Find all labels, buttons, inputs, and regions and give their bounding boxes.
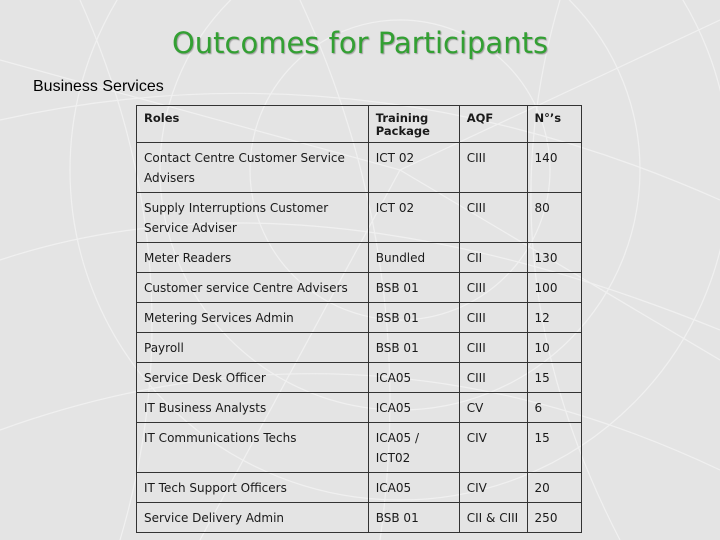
package-cell: BSB 01 [368, 503, 459, 533]
count-cell: 15 [527, 423, 581, 473]
table-row [137, 273, 582, 303]
package-cell: BSB 01 [368, 303, 459, 333]
count-cell: 140 [527, 143, 581, 193]
package-cell: ICA05 [368, 363, 459, 393]
table-row [137, 143, 582, 193]
role-cell: Metering Services Admin [137, 303, 369, 333]
aqf-cell: CII & CIII [459, 503, 527, 533]
aqf-cell: CII [459, 243, 527, 273]
aqf-cell: CV [459, 393, 527, 423]
table-row [137, 393, 582, 423]
section-subtitle: Business Services [33, 78, 164, 95]
count-cell: 250 [527, 503, 581, 533]
aqf-cell: CIV [459, 423, 527, 473]
count-cell: 15 [527, 363, 581, 393]
role-cell: IT Tech Support Officers [137, 473, 369, 503]
table-row [137, 303, 582, 333]
package-cell: Bundled [368, 243, 459, 273]
page-title: Outcomes for Participants [171, 26, 549, 60]
table-row [137, 243, 582, 273]
aqf-cell: CIV [459, 473, 527, 503]
table-row [137, 423, 582, 473]
header-aqf: AQF [459, 106, 527, 143]
role-cell: IT Communications Techs [137, 423, 369, 473]
role-cell: Customer service Centre Advisers [137, 273, 369, 303]
role-cell: Supply Interruptions Customer Service Adviser [137, 193, 369, 243]
count-cell: 6 [527, 393, 581, 423]
package-cell: ICA05 [368, 473, 459, 503]
aqf-cell: CIII [459, 363, 527, 393]
header-training-package: Training Package [368, 106, 459, 143]
count-cell: 20 [527, 473, 581, 503]
role-cell: Meter Readers [137, 243, 369, 273]
role-cell: Payroll [137, 333, 369, 363]
count-cell: 80 [527, 193, 581, 243]
table-row [137, 473, 582, 503]
header-roles: Roles [137, 106, 369, 143]
table-row [137, 193, 582, 243]
count-cell: 130 [527, 243, 581, 273]
role-cell: Service Desk Officer [137, 363, 369, 393]
package-cell: ICA05 / ICT02 [368, 423, 459, 473]
table-header-row [137, 106, 582, 143]
aqf-cell: CIII [459, 303, 527, 333]
package-cell: ICA05 [368, 393, 459, 423]
role-cell: IT Business Analysts [137, 393, 369, 423]
aqf-cell: CIII [459, 143, 527, 193]
header-numbers: N°’s [527, 106, 581, 143]
count-cell: 10 [527, 333, 581, 363]
count-cell: 12 [527, 303, 581, 333]
aqf-cell: CIII [459, 193, 527, 243]
participants-table [136, 105, 582, 533]
package-cell: BSB 01 [368, 273, 459, 303]
package-cell: ICT 02 [368, 143, 459, 193]
table-row [137, 363, 582, 393]
table-row [137, 333, 582, 363]
aqf-cell: CIII [459, 333, 527, 363]
table-row [137, 503, 582, 533]
role-cell: Contact Centre Customer Service Advisers [137, 143, 369, 193]
package-cell: BSB 01 [368, 333, 459, 363]
package-cell: ICT 02 [368, 193, 459, 243]
role-cell: Service Delivery Admin [137, 503, 369, 533]
aqf-cell: CIII [459, 273, 527, 303]
count-cell: 100 [527, 273, 581, 303]
